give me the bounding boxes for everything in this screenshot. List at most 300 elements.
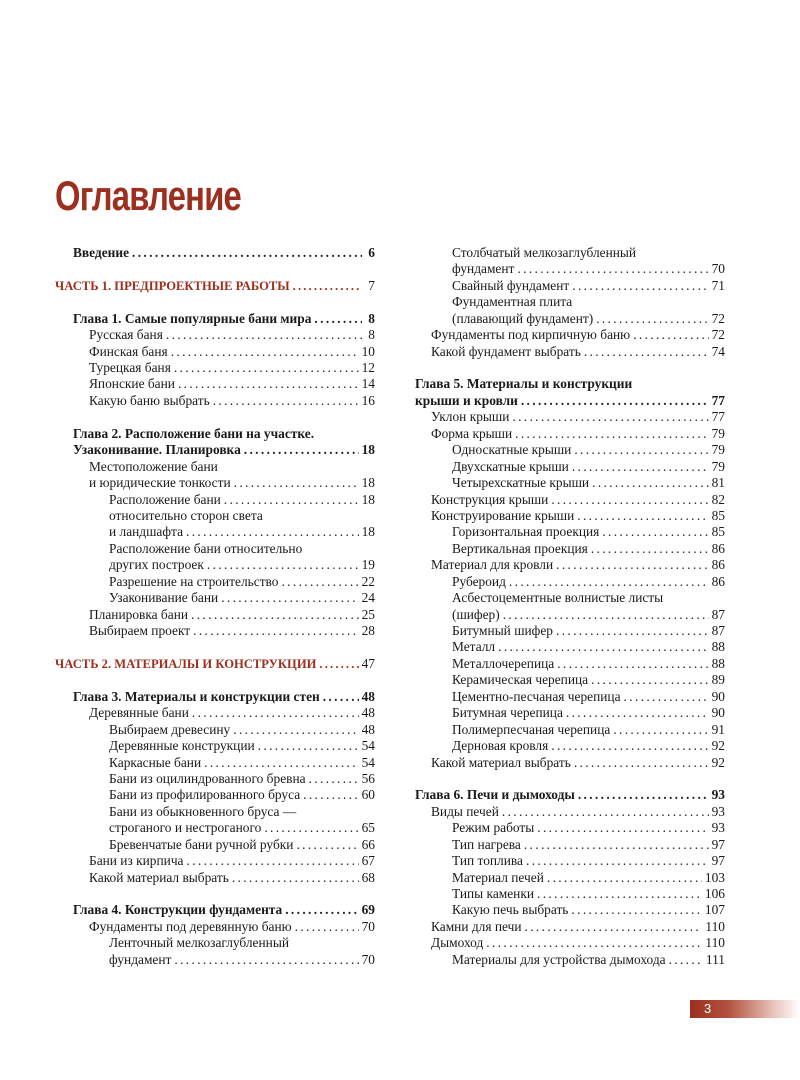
toc-entry[interactable]: [55, 623, 375, 639]
toc-entry-title: Расположение бани относительно: [109, 540, 303, 556]
toc-entry[interactable]: [415, 442, 725, 458]
toc-entry[interactable]: [415, 524, 725, 540]
toc-page-number: 48: [361, 688, 375, 704]
toc-leader-dots: [221, 590, 358, 606]
toc-entry-title: Фундаменты под кирпичную баню: [431, 327, 631, 343]
toc-entry-title: Уклон крыши: [431, 409, 510, 425]
toc-page-number: 47: [361, 655, 375, 671]
toc-leader-dots: [515, 426, 708, 442]
toc-entry-title: Глава 1. Самые популярные бани мира: [73, 310, 312, 326]
toc-entry[interactable]: [415, 508, 725, 524]
toc-entry[interactable]: [415, 640, 725, 656]
toc-entry[interactable]: [55, 853, 375, 869]
toc-leader-dots: [174, 952, 358, 968]
toc-leader-dots: [264, 820, 358, 836]
toc-page-number: 18: [361, 475, 375, 491]
toc-leader-dots: [187, 853, 359, 869]
toc-entry[interactable]: [55, 656, 375, 672]
toc-entry[interactable]: [55, 705, 375, 721]
toc-entry-title: Глава 2. Расположение бани на участке.: [73, 425, 315, 441]
toc-entry[interactable]: [415, 557, 725, 573]
toc-leader-dots: [517, 261, 708, 277]
toc-entry-title: Местоположение бани: [89, 458, 218, 474]
toc-entry[interactable]: [55, 722, 375, 738]
toc-entry-title: Односкатные крыши: [452, 442, 572, 458]
toc-page-number: 72: [711, 310, 725, 326]
toc-page-number: 88: [711, 639, 725, 655]
toc-entry[interactable]: [415, 672, 725, 688]
toc-leader-dots: [566, 705, 709, 721]
toc-entry[interactable]: [415, 738, 725, 754]
toc-leader-dots: [486, 935, 702, 951]
toc-entry[interactable]: [55, 870, 375, 886]
toc-page-number: 86: [711, 573, 725, 589]
toc-page-number: 60: [361, 787, 375, 803]
toc-entry[interactable]: [415, 574, 725, 590]
toc-page-number: 12: [361, 360, 375, 376]
toc-entry[interactable]: [415, 705, 725, 721]
toc-entry[interactable]: [55, 475, 375, 491]
toc-entry-title: (плавающий фундамент): [452, 310, 594, 326]
toc-leader-dots: [293, 278, 362, 294]
toc-page-number: 28: [361, 623, 375, 639]
toc-gap: [415, 360, 725, 376]
toc-page-number: 93: [711, 820, 725, 836]
toc-entry-title: Типы каменки: [452, 886, 535, 902]
toc-leader-dots: [509, 574, 709, 590]
toc-page-number: 54: [361, 738, 375, 754]
toc-entry-title: ЧАСТЬ 1. ПРЕДПРОЕКТНЫЕ РАБОТЫ: [55, 278, 290, 293]
toc-entry[interactable]: [55, 541, 375, 557]
toc-column-left: [55, 245, 375, 968]
toc-page-number: 48: [361, 705, 375, 721]
toc-entry[interactable]: [55, 344, 375, 360]
toc-entry-title: Глава 4. Конструкции фундамента: [73, 902, 283, 918]
toc-page-number: 86: [711, 557, 725, 573]
toc-leader-dots: [178, 376, 359, 392]
toc-entry-title: Выбираем проект: [89, 623, 191, 639]
toc-entry-title: Материал печей: [452, 869, 544, 885]
toc-entry[interactable]: [55, 952, 375, 968]
toc-entry[interactable]: [55, 360, 375, 376]
toc-entry-title: Рубероид: [452, 573, 506, 589]
toc-leader-dots: [233, 722, 358, 738]
toc-entry-title: Виды печей: [431, 803, 499, 819]
toc-leader-dots: [224, 492, 359, 508]
toc-leader-dots: [602, 524, 708, 540]
toc-entry-title: Деревянные бани: [89, 705, 189, 721]
toc-entry[interactable]: [415, 261, 725, 277]
toc-leader-dots: [323, 689, 359, 705]
toc-entry-title: Бани из кирпича: [89, 853, 184, 869]
toc-leader-dots: [572, 278, 708, 294]
toc-entry[interactable]: [415, 886, 725, 902]
toc-entry-title: Четырехскатные крыши: [452, 475, 590, 491]
toc-entry[interactable]: [415, 377, 725, 393]
toc-page-number: 87: [711, 623, 725, 639]
toc-leader-dots: [537, 886, 702, 902]
toc-leader-dots: [624, 689, 709, 705]
toc-entry-title: Металл: [452, 639, 496, 655]
toc-leader-dots: [591, 672, 708, 688]
toc-page-number: 18: [361, 524, 375, 540]
toc-entry-title: Финская баня: [89, 343, 168, 359]
toc-entry[interactable]: [55, 459, 375, 475]
toc-entry-title: Вертикальная проекция: [452, 540, 588, 556]
toc-entry-title: Фундаментная плита: [452, 294, 573, 310]
toc-page-number: 8: [368, 310, 375, 326]
toc-entry-title: Какую печь выбрать: [452, 902, 569, 918]
toc-leader-dots: [551, 738, 708, 754]
toc-gap: [55, 409, 375, 425]
page-number: 3: [704, 1001, 712, 1016]
toc-page-number: 79: [711, 425, 725, 441]
toc-entry[interactable]: [415, 820, 725, 836]
toc-entry[interactable]: [55, 278, 375, 294]
toc-entry[interactable]: [55, 426, 375, 442]
toc-page-number: 65: [361, 820, 375, 836]
toc-page-number: 77: [711, 409, 725, 425]
toc-page-number: 70: [361, 918, 375, 934]
toc-page-number: 66: [361, 836, 375, 852]
toc-page-number: 93: [711, 803, 725, 819]
toc-entry[interactable]: [415, 787, 725, 803]
toc-entry-title: Материалы для устройства дымохода: [452, 951, 666, 967]
toc-page-number: 70: [361, 951, 375, 967]
toc-leader-dots: [502, 804, 709, 820]
toc-page-number: 14: [361, 376, 375, 392]
toc-entry-title: крыши и кровли: [415, 392, 518, 408]
toc-gap: [55, 294, 375, 310]
toc-leader-dots: [526, 853, 709, 869]
toc-entry-title: Бревенчатые бани ручной рубки: [109, 836, 294, 852]
toc-entry[interactable]: [415, 656, 725, 672]
toc-entry-title: Бани из профилированного бруса: [109, 787, 301, 803]
toc-entry-title: (шифер): [452, 606, 500, 622]
toc-entry[interactable]: [55, 771, 375, 787]
toc-leader-dots: [669, 952, 703, 968]
toc-entry-title: Битумный шифер: [452, 623, 553, 639]
toc-entry-title: Узаконивание бани: [109, 590, 219, 606]
toc-entry-title: Тип нагрева: [452, 836, 521, 852]
toc-entry[interactable]: [55, 393, 375, 409]
toc-page-number: 92: [711, 738, 725, 754]
toc-entry-title: Свайный фундамент: [452, 277, 570, 293]
toc-entry[interactable]: [55, 935, 375, 951]
toc-leader-dots: [171, 344, 359, 360]
toc-entry-title: Столбчатый мелкозаглубленный: [452, 244, 637, 260]
toc-entry-title: Полимерпесчаная черепица: [452, 721, 611, 737]
toc-leader-dots: [578, 787, 709, 803]
toc-entry[interactable]: [55, 607, 375, 623]
toc-leader-dots: [572, 459, 709, 475]
toc-entry-title: фундамент: [452, 261, 515, 277]
toc-page-number: 79: [711, 442, 725, 458]
toc-entry[interactable]: [415, 409, 725, 425]
toc-leader-dots: [285, 902, 358, 918]
toc-entry-title: Битумная черепица: [452, 705, 563, 721]
toc-entry[interactable]: [415, 755, 725, 771]
toc-entry-title: строганого и нестроганого: [109, 820, 262, 836]
toc-page-number: 10: [361, 343, 375, 359]
toc-entry[interactable]: [55, 738, 375, 754]
toc-leader-dots: [551, 492, 708, 508]
toc-leader-dots: [191, 607, 359, 623]
toc-entry[interactable]: [415, 278, 725, 294]
toc-page-number: 25: [361, 606, 375, 622]
toc-entry-title: Двухскатные крыши: [452, 458, 569, 474]
toc-entry-title: Разрешение на строительство: [109, 573, 279, 589]
toc-entry-title: Конструкция крыши: [431, 491, 549, 507]
toc-entry-title: Расположение бани: [109, 491, 221, 507]
toc-entry[interactable]: [55, 919, 375, 935]
toc-leader-dots: [213, 393, 359, 409]
toc-entry-title: Ленточный мелкозаглубленный: [109, 935, 290, 951]
toc-leader-dots: [166, 327, 362, 343]
toc-gap: [55, 640, 375, 656]
toc-page-number: 79: [711, 458, 725, 474]
toc-entry[interactable]: [55, 787, 375, 803]
toc-page-number: 90: [711, 688, 725, 704]
toc-entry[interactable]: [415, 722, 725, 738]
toc-gap: [55, 886, 375, 902]
toc-page-number: 85: [711, 524, 725, 540]
toc-entry-title: Какой материал выбрать: [431, 754, 571, 770]
toc-leader-dots: [193, 623, 358, 639]
toc-leader-dots: [303, 787, 358, 803]
toc-entry-title: Бани из обыкновенного бруса —: [109, 803, 297, 819]
toc-entry-title: Глава 3. Материалы и конструкции стен: [73, 688, 320, 704]
toc-page-number: 77: [711, 392, 725, 408]
toc-leader-dots: [498, 639, 708, 655]
toc-entry-title: Какой материал выбрать: [89, 869, 229, 885]
toc-entry-title: Японские бани: [89, 376, 175, 392]
toc-page-number: 68: [361, 869, 375, 885]
toc-leader-dots: [557, 656, 708, 672]
toc-entry-title: Бани из оцилиндрованного бревна: [109, 770, 306, 786]
toc-page-number: 97: [711, 853, 725, 869]
toc-entry[interactable]: [415, 475, 725, 491]
toc-leader-dots: [571, 902, 701, 918]
toc-page-number: 67: [361, 853, 375, 869]
toc-leader-dots: [556, 557, 708, 573]
toc-entry-title: и ландшафта: [109, 524, 184, 540]
toc-entry-title: Какой фундамент выбрать: [431, 343, 581, 359]
toc-leader-dots: [584, 344, 709, 360]
toc-gap: [55, 261, 375, 277]
toc-entry[interactable]: [415, 935, 725, 951]
toc-page-number: 89: [711, 672, 725, 688]
toc-entry[interactable]: [415, 623, 725, 639]
toc-entry[interactable]: [415, 245, 725, 261]
toc-leader-dots: [186, 524, 359, 540]
toc-page-number: 8: [368, 327, 375, 343]
toc-entry[interactable]: [415, 903, 725, 919]
toc-page-number: 72: [711, 327, 725, 343]
toc-entry[interactable]: [415, 311, 725, 327]
toc-entry[interactable]: [415, 344, 725, 360]
toc-entry[interactable]: [415, 952, 725, 968]
toc-page-number: 87: [711, 606, 725, 622]
toc-page-number: 86: [711, 540, 725, 556]
toc-leader-dots: [234, 475, 359, 491]
toc-leader-dots: [132, 245, 362, 261]
toc-entry[interactable]: [55, 574, 375, 590]
toc-leader-dots: [207, 557, 359, 573]
toc-page-number: 110: [705, 918, 725, 934]
toc-page-number: 88: [711, 655, 725, 671]
toc-entry[interactable]: [55, 557, 375, 573]
toc-page-number: 103: [704, 869, 725, 885]
toc-entry-title: Материал для кровли: [431, 557, 554, 573]
toc-gap: [55, 672, 375, 688]
toc-entry-title: Выбираем древесину: [109, 721, 231, 737]
toc-leader-dots: [591, 541, 709, 557]
toc-leader-dots: [258, 738, 359, 754]
toc-page-number: 91: [711, 721, 725, 737]
toc-leader-dots: [296, 837, 358, 853]
toc-page-number: 74: [711, 343, 725, 359]
toc-page-number: 90: [711, 705, 725, 721]
toc-entry-title: Глава 5. Материалы и конструкции: [415, 376, 633, 392]
toc-page-number: 110: [705, 935, 725, 951]
toc-entry-title: Дымоход: [431, 935, 484, 951]
toc-leader-dots: [592, 475, 709, 491]
toc-page-number: 22: [361, 573, 375, 589]
toc-page-number: 48: [361, 721, 375, 737]
toc-leader-dots: [524, 837, 709, 853]
toc-entry[interactable]: [55, 442, 375, 458]
toc-entry[interactable]: [415, 837, 725, 853]
toc-entry[interactable]: [55, 377, 375, 393]
toc-entry-title: Режим работы: [452, 820, 535, 836]
toc-page-number: 82: [711, 491, 725, 507]
toc-page-number: 85: [711, 507, 725, 523]
toc-page-number: 19: [361, 557, 375, 573]
toc-leader-dots: [319, 656, 358, 672]
toc-leader-dots: [295, 919, 359, 935]
toc-entry[interactable]: [55, 820, 375, 836]
toc-entry[interactable]: [55, 524, 375, 540]
toc-page-number: 56: [361, 770, 375, 786]
toc-entry-title: Асбестоцементные волнистые листы: [452, 590, 664, 606]
toc-leader-dots: [244, 442, 359, 458]
toc-entry[interactable]: [415, 393, 725, 409]
toc-entry-title: Русская баня: [89, 327, 163, 343]
toc-page-number: 7: [368, 277, 375, 293]
toc-entry[interactable]: [415, 590, 725, 606]
toc-page-number: 111: [705, 951, 725, 967]
toc-leader-dots: [525, 919, 703, 935]
toc-entry[interactable]: [415, 804, 725, 820]
toc-page-number: 70: [711, 261, 725, 277]
toc-entry[interactable]: [55, 837, 375, 853]
toc-entry[interactable]: [415, 919, 725, 935]
toc-leader-dots: [232, 870, 359, 886]
toc-leader-dots: [192, 705, 359, 721]
toc-leader-dots: [314, 311, 362, 327]
toc-entry-title: Камни для печи: [431, 918, 522, 934]
toc-entry[interactable]: [415, 870, 725, 886]
toc-entry[interactable]: [55, 755, 375, 771]
toc-entry-title: и юридические тонкости: [89, 475, 231, 491]
toc-page-number: 18: [361, 442, 375, 458]
toc-entry[interactable]: [415, 294, 725, 310]
toc-entry-title: Какую баню выбрать: [89, 392, 210, 408]
toc-page-number: 6: [368, 244, 375, 260]
toc-entry[interactable]: [55, 689, 375, 705]
toc-entry-title: Планировка бани: [89, 606, 189, 622]
toc-entry-title: Конструирование крыши: [431, 507, 575, 523]
toc-entry[interactable]: [55, 508, 375, 524]
toc-leader-dots: [556, 623, 709, 639]
toc-entry-title: Керамическая черепица: [452, 672, 589, 688]
toc-entry-title: Глава 6. Печи и дымоходы: [415, 787, 575, 803]
toc-leader-dots: [613, 722, 708, 738]
toc-page-number: 54: [361, 754, 375, 770]
toc-leader-dots: [174, 360, 359, 376]
toc-page-number: 93: [711, 787, 725, 803]
toc-entry-title: фундамент: [109, 951, 172, 967]
toc-entry[interactable]: [55, 311, 375, 327]
toc-entry[interactable]: [415, 541, 725, 557]
toc-leader-dots: [574, 442, 708, 458]
toc-entry-title: других построек: [109, 557, 204, 573]
toc-entry[interactable]: [55, 245, 375, 261]
toc-entry-title: ЧАСТЬ 2. МАТЕРИАЛЫ И КОНСТРУКЦИИ: [55, 656, 317, 671]
toc-entry[interactable]: [55, 327, 375, 343]
toc-leader-dots: [512, 409, 708, 425]
toc-entry[interactable]: [415, 459, 725, 475]
toc-entry-title: Деревянные конструкции: [109, 738, 255, 754]
toc-entry-title: Каркасные бани: [109, 754, 202, 770]
toc-leader-dots: [596, 311, 708, 327]
toc-entry-title: Фундаменты под деревянную баню: [89, 918, 292, 934]
toc-entry-title: Тип топлива: [452, 853, 523, 869]
toc-page-number: 18: [361, 491, 375, 507]
toc-entry[interactable]: [415, 689, 725, 705]
toc-entry[interactable]: [55, 903, 375, 919]
toc-leader-dots: [309, 771, 359, 787]
toc-entry[interactable]: [415, 853, 725, 869]
toc-leader-dots: [577, 508, 708, 524]
toc-entry[interactable]: [55, 590, 375, 606]
toc-entry[interactable]: [55, 492, 375, 508]
toc-leader-dots: [204, 755, 358, 771]
toc-leader-dots: [503, 607, 709, 623]
toc-leader-dots: [547, 870, 702, 886]
toc-leader-dots: [281, 574, 358, 590]
toc-entry-title: Металлочерепица: [452, 655, 555, 671]
toc-page-number: 106: [704, 886, 725, 902]
toc-column-right: [415, 245, 725, 968]
toc-entry-title: Горизонтальная проекция: [452, 524, 600, 540]
toc-gap: [415, 771, 725, 787]
toc-entry[interactable]: [55, 804, 375, 820]
toc-entry-title: Узаконивание. Планировка: [73, 442, 241, 458]
toc-entry-title: Введение: [73, 244, 130, 260]
toc-page-number: 92: [711, 754, 725, 770]
toc-entry[interactable]: [415, 426, 725, 442]
toc-page-number: 69: [361, 902, 375, 918]
toc-entry-title: Турецкая баня: [89, 360, 171, 376]
toc-entry[interactable]: [415, 607, 725, 623]
toc-page-number: 71: [711, 277, 725, 293]
toc-entry[interactable]: [415, 327, 725, 343]
toc-leader-dots: [537, 820, 708, 836]
toc-entry-title: относительно сторон света: [109, 507, 263, 523]
toc-entry[interactable]: [415, 492, 725, 508]
